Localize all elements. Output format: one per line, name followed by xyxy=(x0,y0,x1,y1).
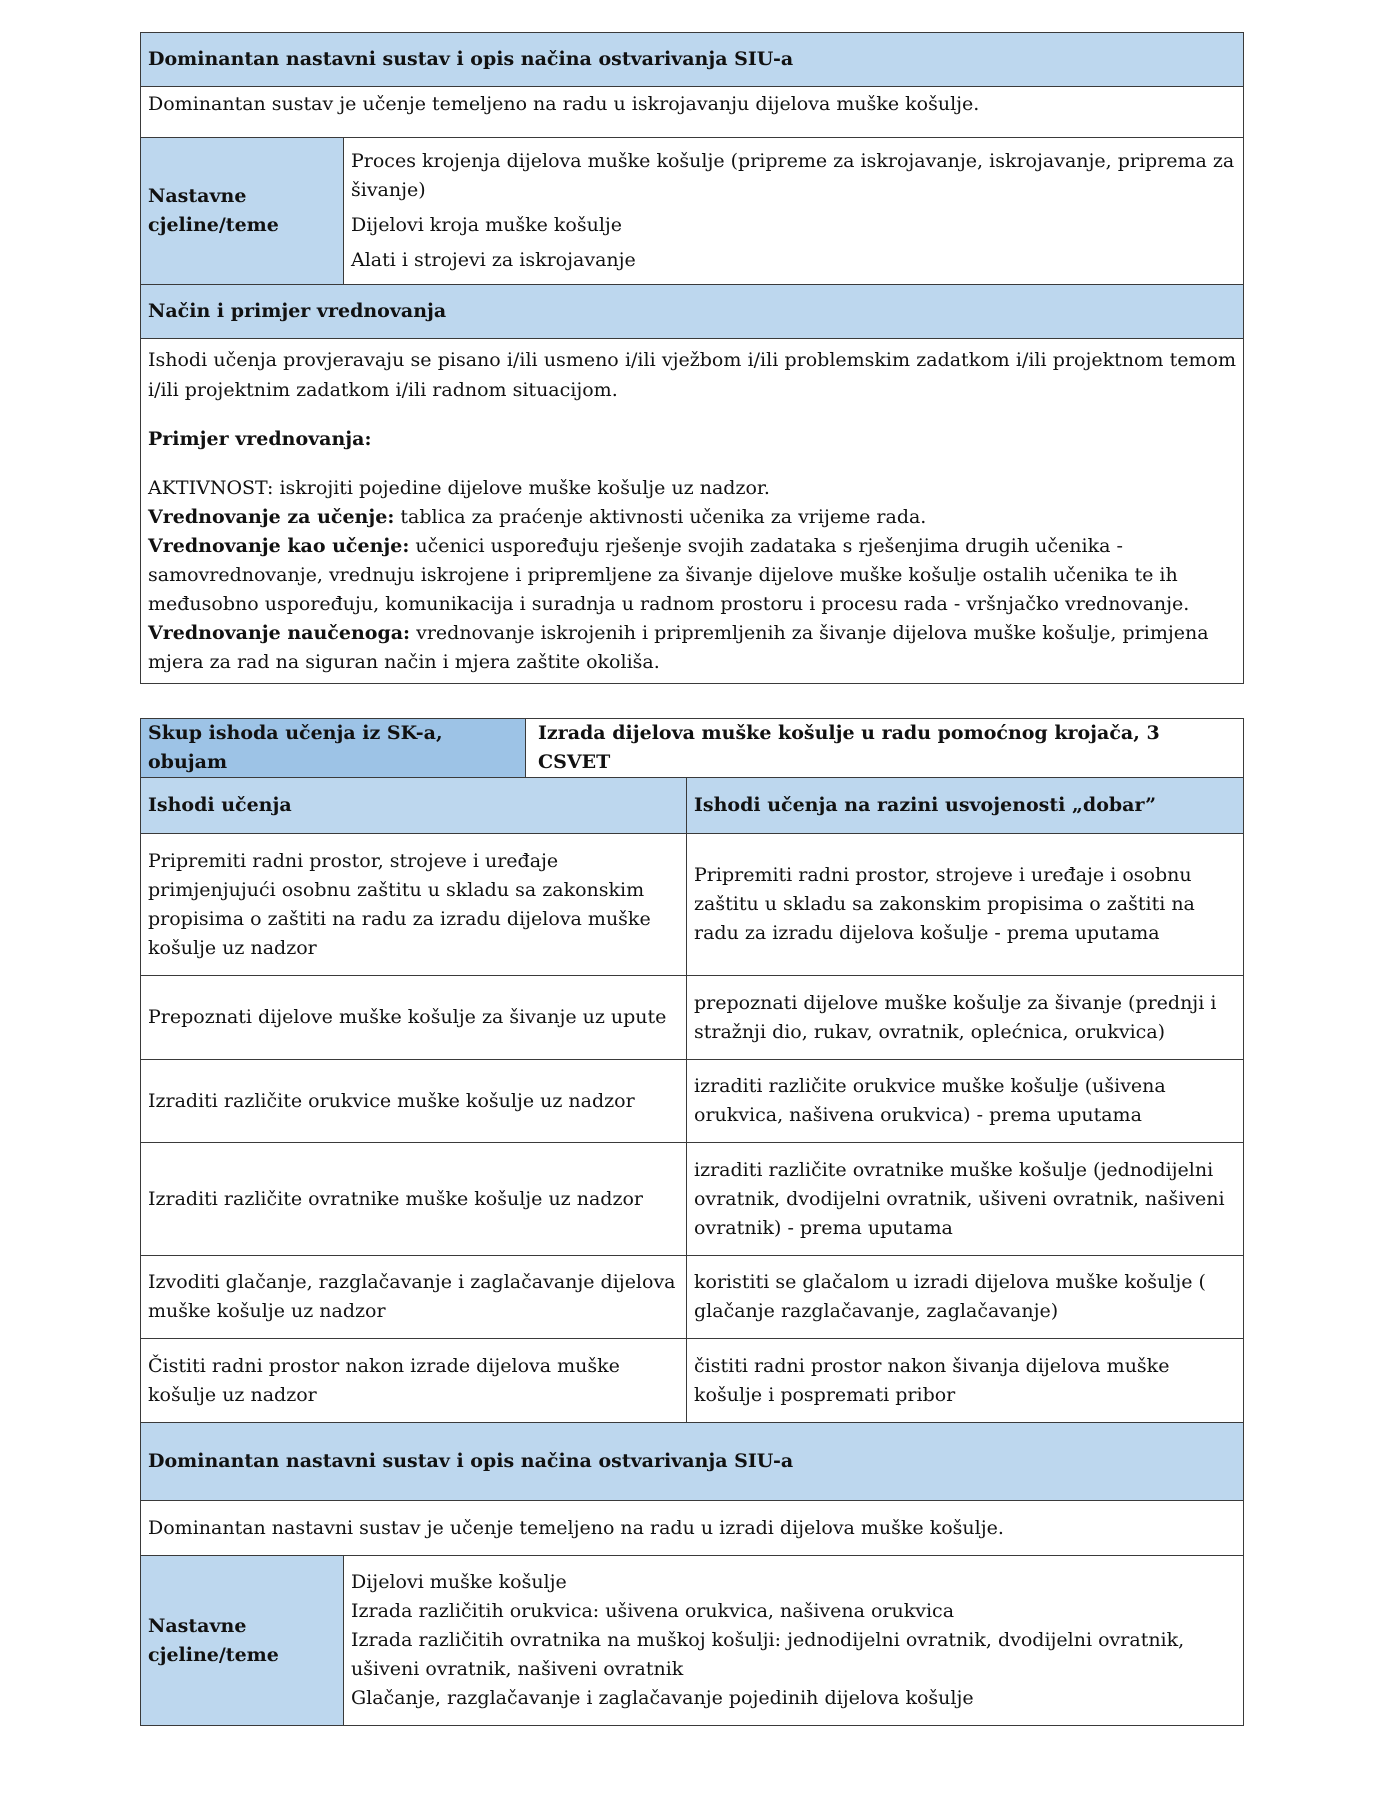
topic-item: Izrada različitih ovratnika na muškoj košulji: jednodijelni ovratnik, dvodijelni ovratnik, ušiveni ovratnik, našiveni ovratnik xyxy=(351,1629,1185,1680)
col-header-outcomes: Ishodi učenja xyxy=(141,778,687,834)
topic-item: Izrada različitih orukvica: ušivena orukvica, našivena orukvica xyxy=(351,1600,955,1622)
outcome-cell: Čistiti radni prostor nakon izrade dijelova muške košulje uz nadzor xyxy=(141,1339,687,1423)
as-learning xyxy=(148,532,1236,619)
outcome-set-value: Izrada dijelova muške košulje u radu pomoćnog krojača, 3 CSVET xyxy=(526,719,1244,778)
siu-table-2 xyxy=(140,718,1244,1726)
as-learning-label: Vrednovanje kao učenje: xyxy=(148,535,410,557)
good-cell: koristiti se glačalom u izradi dijelova muške košulje ( glačanje razglačavanje, zaglačavanje) xyxy=(687,1256,1244,1339)
outcome-cell: Prepoznati dijelove muške košulje za šivanje uz upute xyxy=(141,976,687,1060)
topics-list xyxy=(344,138,1244,285)
siu-table-1 xyxy=(140,32,1244,684)
outcome-row xyxy=(141,976,1244,1060)
example-title: Primjer vrednovanja: xyxy=(148,428,372,450)
dominant-system-header-2: Dominantan nastavni sustav i opis načina ostvarivanja SIU-a xyxy=(141,1423,1244,1501)
outcome-set-label: Skup ishoda učenja iz SK-a, obujam xyxy=(141,719,526,778)
for-learning-text: tablica za praćenje aktivnosti učenika za vrijeme rada. xyxy=(394,506,927,528)
topic-item: Proces krojenja dijelova muške košulje (pripreme za iskrojavanje, iskrojavanje, priprema za šivanje) xyxy=(351,150,1235,201)
activity-text: AKTIVNOST: iskrojiti pojedine dijelove muške košulje uz nadzor. xyxy=(148,477,770,499)
good-cell: izraditi različite orukvice muške košulje (ušivena orukvica, našivena orukvica) - prema uputama xyxy=(687,1060,1244,1143)
dominant-system-text-2: Dominantan nastavni sustav je učenje temeljeno na radu u izradi dijelova muške košulje. xyxy=(141,1501,1244,1556)
topic-item: Dijelovi muške košulje xyxy=(351,1571,567,1593)
topics-list-2 xyxy=(344,1556,1244,1726)
col-header-good: Ishodi učenja na razini usvojenosti „dobar” xyxy=(687,778,1244,834)
outcome-cell: Pripremiti radni prostor, strojeve i uređaje primjenjujući osobnu zaštitu u skladu sa zakonskim propisima o zaštiti na radu za izradu dijelova muške košulje uz nadzor xyxy=(141,834,687,976)
topic-item: Alati i strojevi za iskrojavanje xyxy=(351,249,636,271)
dominant-system-text: Dominantan sustav je učenje temeljeno na radu u iskrojavanju dijelova muške košulje. xyxy=(141,87,1244,138)
outcome-cell: Izvoditi glačanje, razglačavanje i zaglačavanje dijelova muške košulje uz nadzor xyxy=(141,1256,687,1339)
of-learning-text: vrednovanje iskrojenih i pripremljenih za šivanje dijelova muške košulje, primjena mjera za rad na siguran način i mjera zaštite okoliša. xyxy=(148,622,1209,673)
evaluation-header: Način i primjer vrednovanja xyxy=(141,285,1244,339)
good-cell: čistiti radni prostor nakon šivanja dijelova muške košulje i pospremati pribor xyxy=(687,1339,1244,1423)
outcome-row xyxy=(141,1143,1244,1256)
outcome-row xyxy=(141,1060,1244,1143)
good-cell: Pripremiti radni prostor, strojeve i uređaje i osobnu zaštitu u skladu sa zakonskim propisima o zaštiti na radu za izradu dijelova košulje - prema uputama xyxy=(687,834,1244,976)
outcome-cell: Izraditi različite orukvice muške košulje uz nadzor xyxy=(141,1060,687,1143)
dominant-system-header: Dominantan nastavni sustav i opis načina ostvarivanja SIU-a xyxy=(141,33,1244,87)
of-learning xyxy=(148,619,1236,677)
topics-label: Nastavne cjeline/teme xyxy=(141,138,344,285)
outcome-row xyxy=(141,1339,1244,1423)
as-learning-text: učenici uspoređuju rješenje svojih zadataka s rješenjima drugih učenika - samovrednovanje, vrednuju iskrojene i pripremljene za šivanje dijelove muške košulje ostalih učenika te ih međusobno uspoređuju, komunikacija i suradnja u radnom prostoru i procesu rada - vršnjačko vrednovanje. xyxy=(148,535,1190,615)
evaluation-content xyxy=(141,339,1244,684)
of-learning-label: Vrednovanje naučenoga: xyxy=(148,622,411,644)
outcome-row xyxy=(141,1256,1244,1339)
outcome-row xyxy=(141,834,1244,976)
good-cell: prepoznati dijelove muške košulje za šivanje (prednji i stražnji dio, rukav, ovratnik, oplećnica, orukvica) xyxy=(687,976,1244,1060)
good-cell: izraditi različite ovratnike muške košulje (jednodijelni ovratnik, dvodijelni ovratnik, ušiveni ovratnik, našiveni ovratnik) - prema uputama xyxy=(687,1143,1244,1256)
evaluation-intro: Ishodi učenja provjeravaju se pisano i/ili usmeno i/ili vježbom i/ili problemskim zadatkom i/ili projektnom temom i/ili projektnim zadatkom i/ili radnom situacijom. xyxy=(148,349,1236,401)
for-learning xyxy=(148,503,1236,532)
topic-item: Glačanje, razglačavanje i zaglačavanje pojedinih dijelova košulje xyxy=(351,1687,974,1709)
outcome-cell: Izraditi različite ovratnike muške košulje uz nadzor xyxy=(141,1143,687,1256)
topic-item: Dijelovi kroja muške košulje xyxy=(351,214,623,236)
for-learning-label: Vrednovanje za učenje: xyxy=(148,506,395,528)
topics-label-2: Nastavne cjeline/teme xyxy=(141,1556,344,1726)
